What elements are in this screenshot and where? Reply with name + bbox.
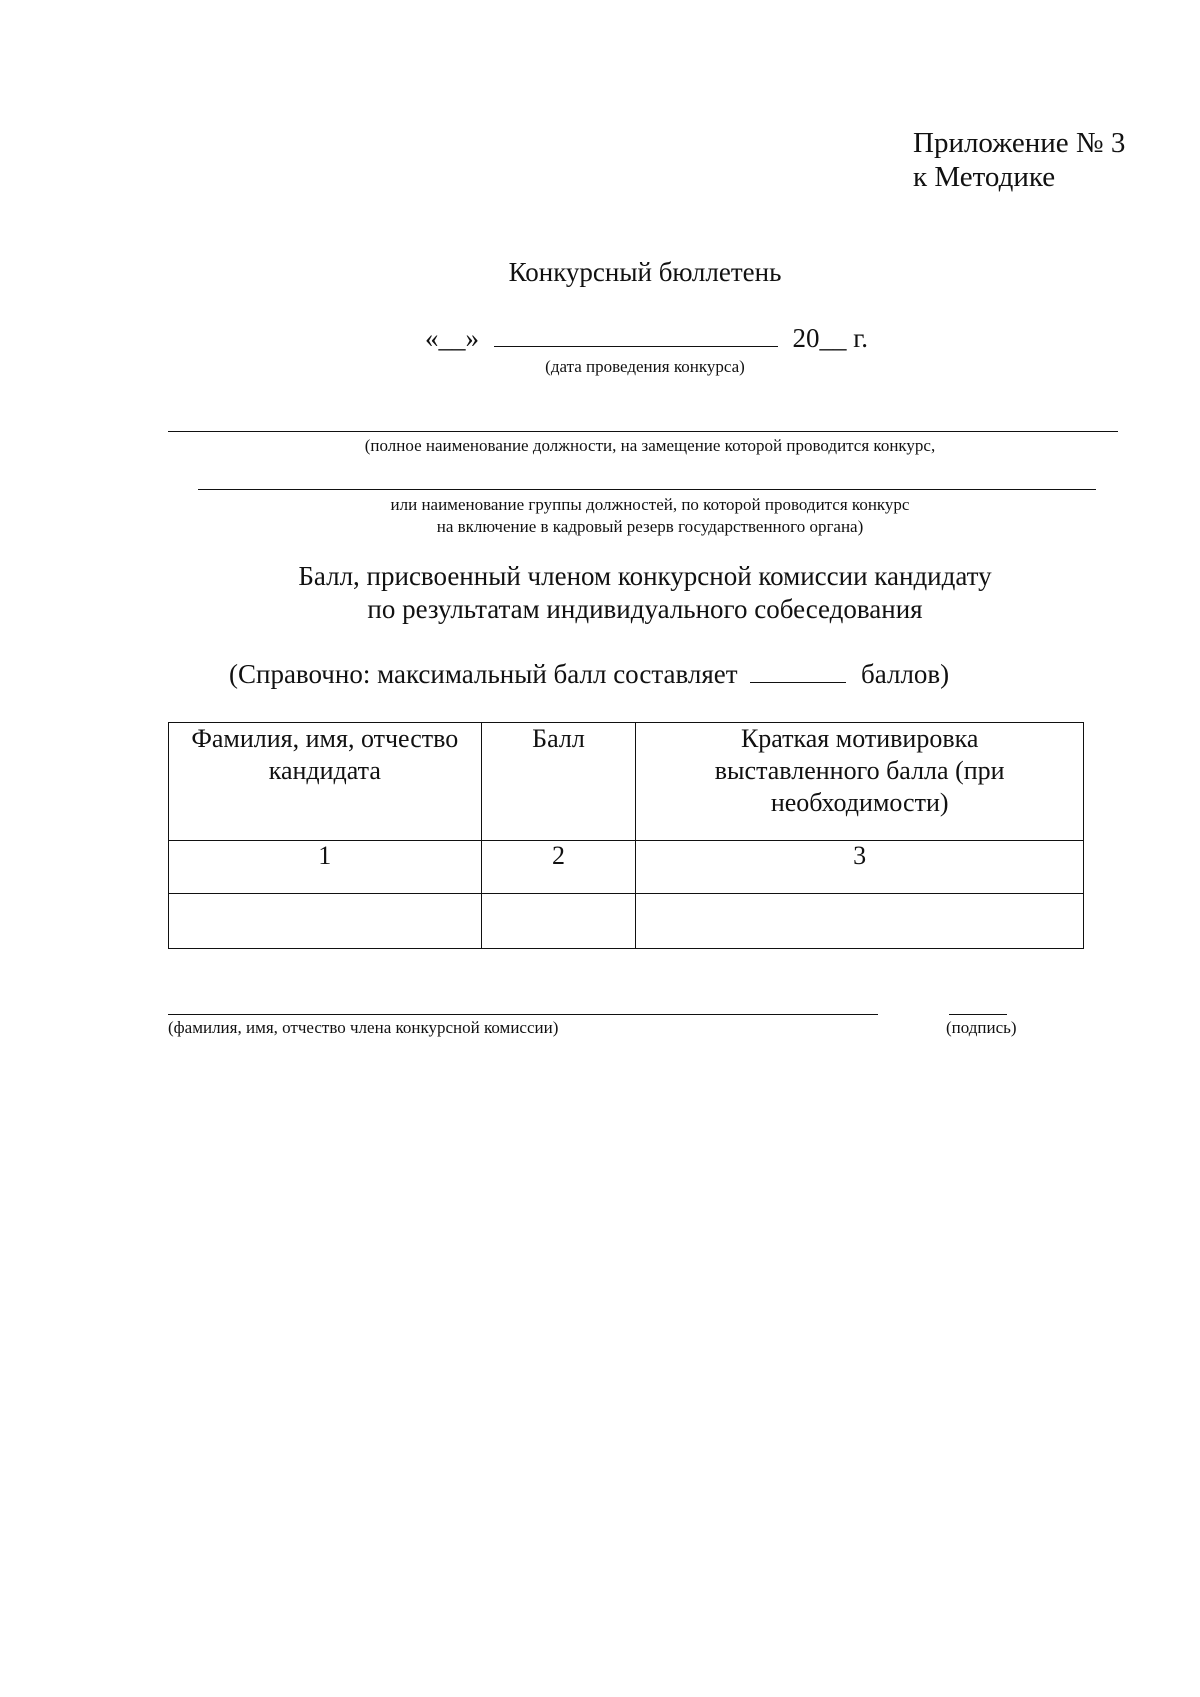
reference-suffix: баллов) (861, 659, 950, 689)
table-header-row (169, 723, 1084, 841)
header-candidate-name: Фамилия, имя, отчество кандидата (169, 723, 482, 841)
signature-blank-line[interactable] (949, 1014, 1007, 1015)
date-day: «__» (425, 323, 479, 353)
reference-prefix: (Справочно: максимальный балл составляет (229, 659, 738, 689)
heading-line-1: Балл, присвоенный членом конкурсной комиссии кандидату (298, 561, 992, 591)
column-number-1: 1 (169, 841, 482, 894)
header-motivation: Краткая мотивировка выставленного балла (при необходимости) (636, 723, 1084, 841)
column-number-3: 3 (636, 841, 1084, 894)
member-name-caption: (фамилия, имя, отчество члена конкурсной комиссии) (168, 1018, 559, 1037)
annex-line-2: к Методике (913, 161, 1056, 193)
score-table (168, 722, 1084, 949)
signature-caption: (подпись) (946, 1018, 1017, 1037)
member-name-blank-line[interactable] (168, 1014, 878, 1015)
date-month-blank[interactable] (494, 324, 778, 347)
table-column-number-row (169, 841, 1084, 894)
max-score-reference (229, 659, 949, 690)
position-caption-line-3: на включение в кадровый резерв государственного органа) (436, 517, 864, 536)
motivation-cell[interactable] (636, 894, 1084, 949)
table-row (169, 894, 1084, 949)
position-blank-line-1[interactable] (168, 431, 1118, 432)
column-number-2: 2 (481, 841, 636, 894)
document-title: Конкурсный бюллетень (508, 257, 782, 287)
position-blank-line-2[interactable] (198, 489, 1096, 490)
date-field (425, 323, 868, 354)
date-year: 20__ г. (792, 323, 869, 353)
position-caption-line-2: или наименование группы должностей, по которой проводится конкурс (390, 495, 910, 514)
candidate-name-cell[interactable] (169, 894, 482, 949)
section-heading (0, 560, 1200, 626)
annex-line-1: Приложение № 3 (913, 127, 1126, 159)
position-caption-2 (200, 494, 1100, 538)
max-score-blank[interactable] (750, 662, 846, 683)
score-cell[interactable] (481, 894, 636, 949)
header-score: Балл (481, 723, 636, 841)
annex-label (913, 126, 1125, 194)
heading-line-2: по результатам индивидуального собеседования (367, 594, 923, 624)
position-caption-1: (полное наименование должности, на замещение которой проводится конкурс, (364, 436, 936, 455)
date-caption: (дата проведения конкурса) (545, 357, 745, 376)
